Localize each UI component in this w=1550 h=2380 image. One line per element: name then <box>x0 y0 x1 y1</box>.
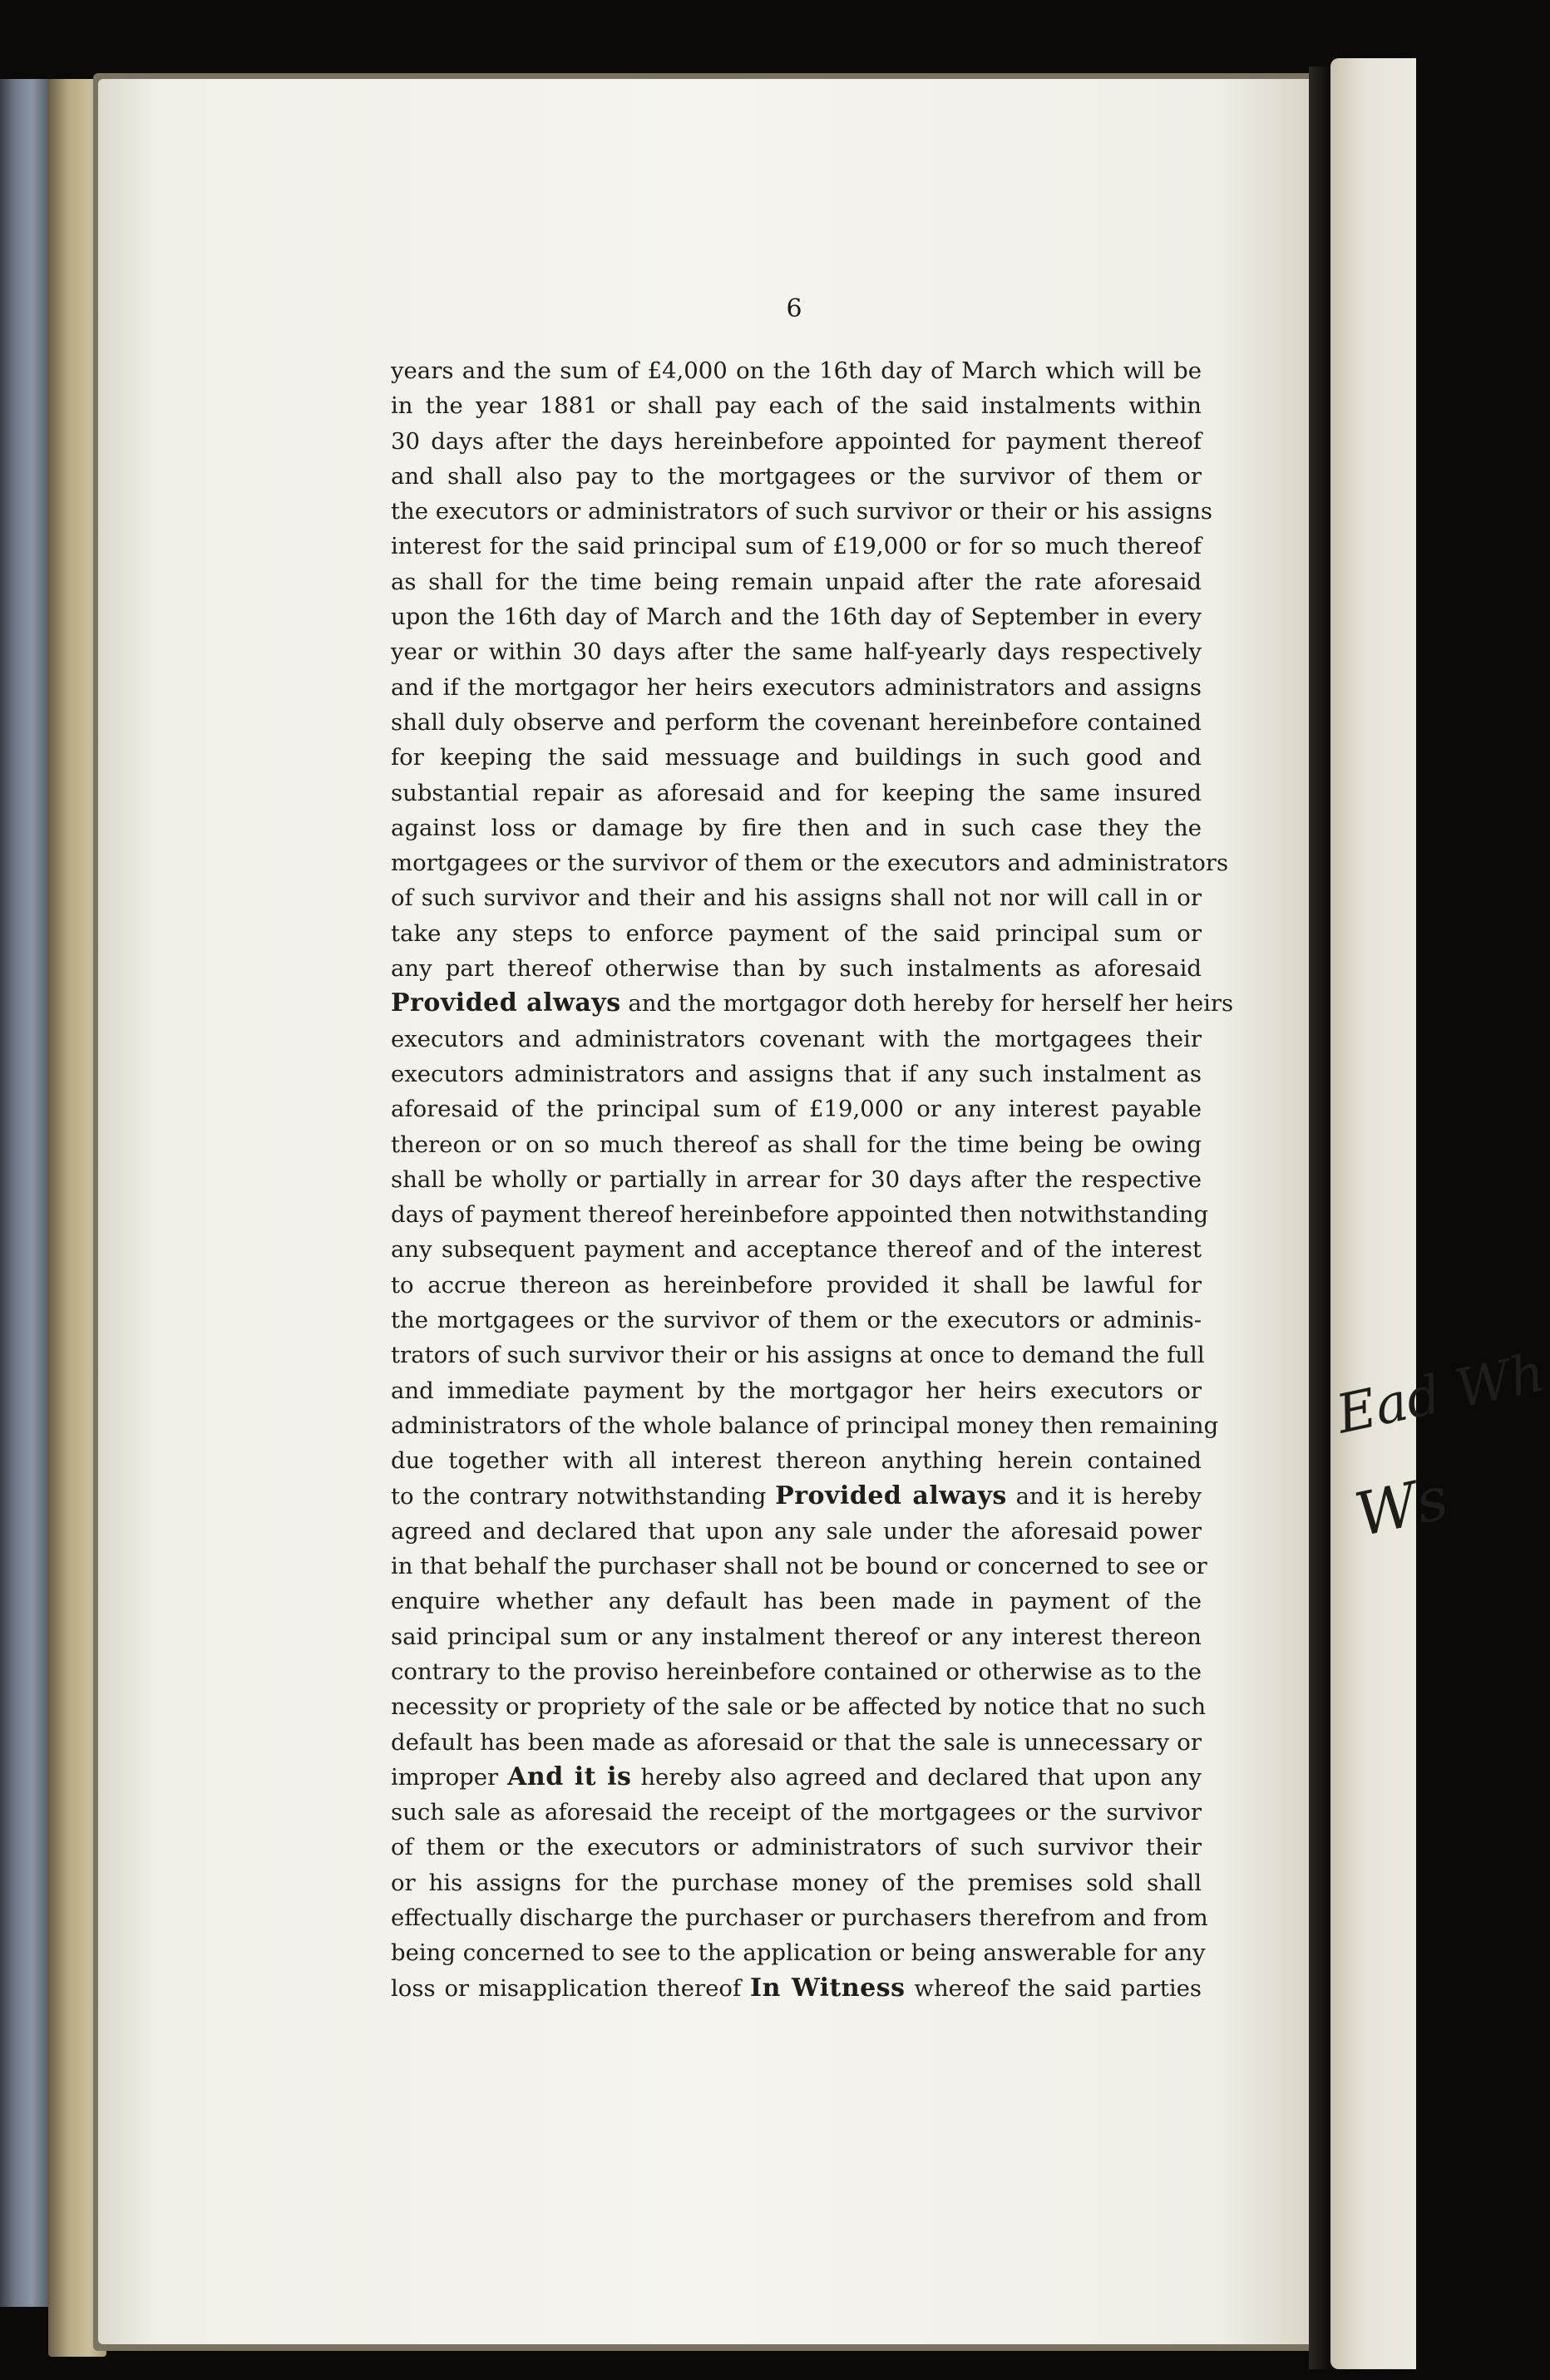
adjacent-page <box>1330 58 1550 2369</box>
text-segment: improper <box>391 1763 508 1791</box>
text-segment: and the mortgagor doth hereby for herself her heirs <box>620 990 1234 1018</box>
margin-handwriting: Ead Wh <box>1331 1342 1550 1446</box>
text-segment: loss or misapplication thereof <box>391 1974 751 2002</box>
text-segment: and if the mortgagor her heirs executors administrators and assigns <box>391 673 1202 701</box>
text-line <box>391 1303 1202 1338</box>
text-segment: of such survivor and their and his assigns shall not nor will call in or <box>391 884 1202 912</box>
text-line <box>391 1549 1207 1584</box>
text-segment: any subsequent payment and acceptance thereof and of the interest <box>391 1236 1202 1264</box>
text-line <box>391 1795 1202 1830</box>
text-line <box>391 740 1202 775</box>
text-line <box>391 1900 1208 1935</box>
text-segment: due together with all interest thereon anything herein contained <box>391 1447 1202 1475</box>
text-line <box>391 1971 1202 2006</box>
margin-handwriting: Ws <box>1349 1462 1454 1550</box>
text-segment: upon the 16th day of March and the 16th day of September in every <box>391 604 1202 631</box>
text-line <box>391 1268 1202 1303</box>
text-line <box>391 1689 1207 1724</box>
text-line <box>391 845 1229 880</box>
blackletter-phrase: Provided always <box>775 1481 1007 1510</box>
text-segment: necessity or propriety of the sale or be affected by notice that no such <box>391 1693 1207 1721</box>
text-segment: take any steps to enforce payment of the said principal sum or <box>391 919 1202 947</box>
text-segment: whereof the said parties <box>905 1974 1202 2002</box>
text-line <box>391 1127 1202 1162</box>
text-segment: in that behalf the purchaser shall not be bound or concerned to see or <box>391 1553 1207 1580</box>
text-segment: year or within 30 days after the same half-yearly days respectively <box>391 638 1202 666</box>
body-text <box>391 353 1234 2006</box>
text-segment: trators of such survivor their or his assigns at once to demand the full <box>391 1342 1205 1369</box>
text-segment: or his assigns for the purchase money of the premises sold shall <box>391 1869 1202 1896</box>
text-line <box>391 1760 1202 1795</box>
text-line <box>391 951 1202 986</box>
text-line <box>391 529 1202 564</box>
text-segment: shall duly observe and perform the covenant hereinbefore contained <box>391 708 1202 736</box>
text-segment: 30 days after the days hereinbefore appointed for payment thereof <box>391 427 1202 455</box>
text-segment: to accrue thereon as hereinbefore provided it shall be lawful for <box>391 1271 1202 1298</box>
text-segment: hereby also agreed and declared that upon any <box>631 1763 1202 1791</box>
text-segment: days of payment thereof hereinbefore appointed then notwithstanding <box>391 1201 1209 1229</box>
text-line <box>391 388 1202 423</box>
text-segment: against loss or damage by fire then and in such case they the <box>391 814 1202 841</box>
text-line <box>391 1830 1202 1865</box>
text-line <box>391 1373 1202 1408</box>
text-segment: enquire whether any default has been made in payment of the <box>391 1588 1202 1615</box>
text-line <box>391 1865 1202 1900</box>
text-segment: years and the sum of £4,000 on the 16th day of March which will be <box>391 357 1202 384</box>
text-line <box>391 634 1202 669</box>
text-line <box>391 1197 1209 1232</box>
text-segment: such sale as aforesaid the receipt of the mortgagees or the survivor <box>391 1799 1202 1826</box>
text-line <box>391 1443 1202 1478</box>
text-line <box>391 459 1202 494</box>
text-segment: and it is hereby <box>1006 1482 1202 1510</box>
text-line <box>391 1584 1202 1619</box>
text-segment: contrary to the proviso hereinbefore contained or otherwise as to the <box>391 1658 1202 1685</box>
text-segment: the executors or administrators of such survivor or their or his assigns <box>391 498 1212 525</box>
text-line <box>391 1408 1219 1443</box>
text-line <box>391 1022 1202 1057</box>
text-line <box>391 424 1202 459</box>
text-segment: agreed and declared that upon any sale under the aforesaid power <box>391 1517 1202 1545</box>
text-segment: shall be wholly or partially in arrear for 30 days after the respective <box>391 1165 1202 1193</box>
text-line <box>391 880 1202 915</box>
text-segment: in the year 1881 or shall pay each of the said instalments within <box>391 392 1202 420</box>
text-segment: being concerned to see to the application or being answerable for any <box>391 1939 1206 1967</box>
text-segment: as shall for the time being remain unpaid after the rate aforesaid <box>391 568 1202 595</box>
text-line <box>391 494 1212 529</box>
text-segment: executors and administrators covenant with the mortgagees their <box>391 1025 1202 1052</box>
text-segment: said principal sum or any instalment thereof or any interest thereon <box>391 1623 1202 1650</box>
text-segment: any part thereof otherwise than by such instalments as aforesaid <box>391 955 1202 983</box>
text-line <box>391 353 1202 388</box>
text-segment: mortgagees or the survivor of them or the executors and administrators <box>391 850 1229 877</box>
text-line <box>391 1935 1206 1970</box>
text-line <box>391 1514 1202 1549</box>
text-line <box>391 776 1202 811</box>
text-line <box>391 1091 1202 1126</box>
blackletter-phrase: In Witness <box>750 1973 906 2003</box>
text-segment: and shall also pay to the mortgagees or the survivor of them or <box>391 462 1202 490</box>
text-segment: to the contrary notwithstanding <box>391 1482 776 1510</box>
blackletter-phrase: Provided always <box>391 988 621 1018</box>
text-line <box>391 1725 1202 1760</box>
page-number: 6 <box>786 294 802 323</box>
text-line <box>391 564 1202 599</box>
blackletter-phrase: And it is <box>507 1762 632 1791</box>
text-segment: substantial repair as aforesaid and for keeping the same insured <box>391 779 1202 806</box>
text-line <box>391 1654 1202 1689</box>
text-segment: thereon or on so much thereof as shall for the time being be owing <box>391 1131 1202 1158</box>
text-line <box>391 811 1202 845</box>
text-line <box>391 916 1202 951</box>
text-line <box>391 705 1202 740</box>
text-line <box>391 1232 1202 1267</box>
text-segment: executors administrators and assigns that if any such instalment as <box>391 1060 1202 1087</box>
text-segment: default has been made as aforesaid or that the sale is unnecessary or <box>391 1728 1202 1756</box>
text-segment: interest for the said principal sum of £19,000 or for so much thereof <box>391 533 1202 560</box>
text-line <box>391 1619 1202 1654</box>
text-segment: the mortgagees or the survivor of them or the executors or adminis- <box>391 1307 1202 1334</box>
text-line <box>391 1057 1202 1091</box>
text-segment: effectually discharge the purchaser or purchasers therefrom and from <box>391 1904 1208 1932</box>
text-line <box>391 1338 1205 1372</box>
text-segment: of them or the executors or administrators of such survivor their <box>391 1834 1202 1861</box>
text-segment: aforesaid of the principal sum of £19,000 or any interest payable <box>391 1096 1202 1123</box>
text-line <box>391 986 1234 1021</box>
text-segment: and immediate payment by the mortgagor her heirs executors or <box>391 1377 1202 1404</box>
text-line <box>391 1479 1202 1514</box>
text-line <box>391 599 1202 634</box>
text-segment: for keeping the said messuage and buildings in such good and <box>391 744 1202 771</box>
text-segment: administrators of the whole balance of principal money then remaining <box>391 1412 1219 1439</box>
text-line <box>391 1162 1202 1197</box>
text-line <box>391 670 1202 705</box>
